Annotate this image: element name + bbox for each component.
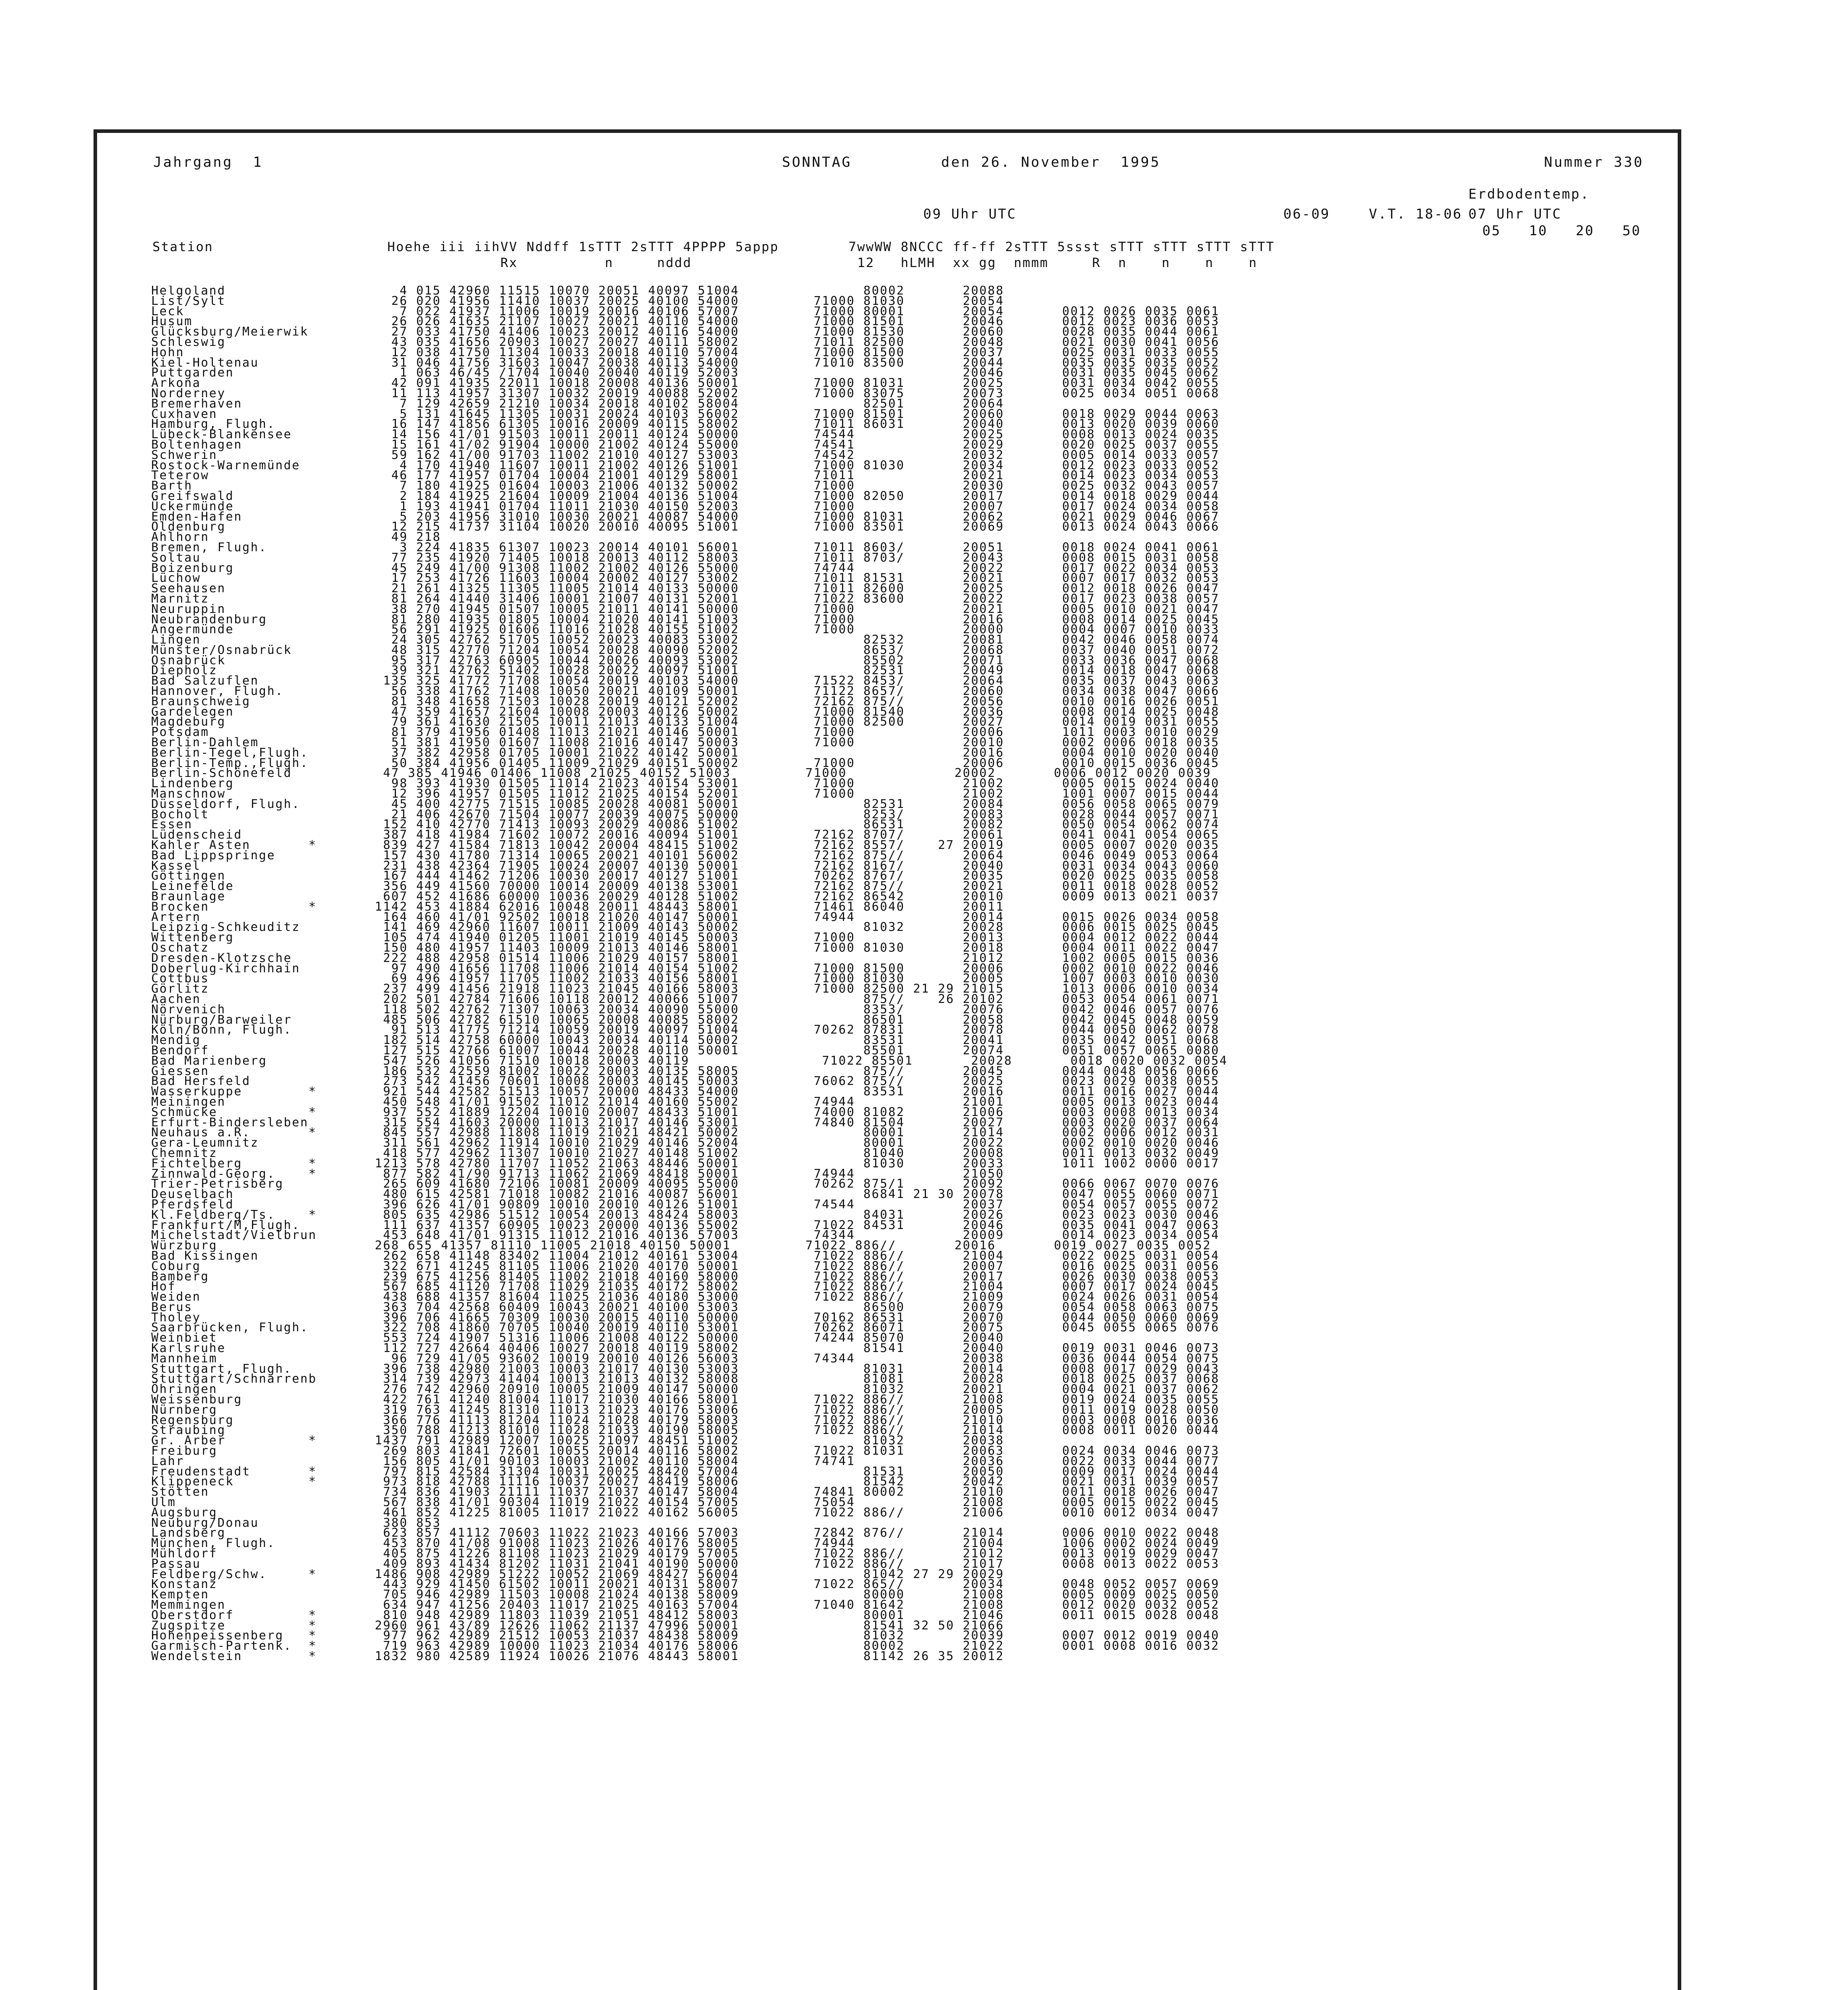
station-row: Hof 567 685 41120 71708 11029 21035 40172 58002 71022 886// 21004 0007 0017 0024 0045: [151, 1280, 1220, 1294]
station-row: Greifswald 2 184 41925 21604 10009 21004 40136 51004 71000 82050 20017 0014 0018 0029 0044: [151, 489, 1220, 503]
station-row: Weissenburg 422 761 41240 81004 11017 21030 40166 58001 71022 886// 21008 0019 0024 0035 0055: [151, 1393, 1220, 1407]
station-row: Hohn 12 038 41750 11304 10033 20018 40110 57004 71000 81500 20037 0025 0031 0033 0055: [151, 345, 1220, 359]
station-row: Helgoland 4 015 42960 11515 10070 20051 40097 51004 80002 20088: [151, 286, 1004, 298]
station-row: Cuxhaven 5 131 41645 11305 10031 20024 40103 56002 71000 81501 20060 0018 0029 0044 0063: [151, 407, 1220, 421]
station-row: Teterow 46 177 41957 01704 10004 21001 40129 58001 71011 20021 0014 0023 0034 0053: [151, 468, 1220, 483]
station-row: Bremen, Flugh. 3 224 41835 61307 10023 20014 40101 56001 71011 8603/ 20051 0018 0024 0041 0061: [151, 540, 1220, 554]
station-row: List/Sylt 26 020 41956 11410 10037 20025 40100 54000 71000 81030 20054: [151, 294, 1004, 308]
station-row: Feldberg/Schw. * 1486 908 42989 51222 10052 21069 48427 56004 81042 27 29 20029: [151, 1567, 1004, 1581]
station-row: Mendig 182 514 42758 60000 10043 20034 40114 50002 83531 20041 0035 0042 0051 0068: [151, 1033, 1220, 1048]
station-row: Essen 152 410 42770 71413 10093 20029 40086 51002 86531 20082 0050 0054 0062 0074: [151, 817, 1220, 832]
station-row: Konstanz 443 929 41450 61502 10011 20021 40131 58007 71022 865// 20034 0048 0052 0057 0069: [151, 1577, 1220, 1592]
station-row: Arkona 42 091 41935 22011 10018 20008 40136 50001 71000 81031 20025 0031 0034 0042 0055: [151, 376, 1220, 390]
station-row: Wittenberg 105 474 41940 01205 11001 21019 40145 50003 71000 20013 0004 0012 0022 0044: [151, 931, 1220, 945]
station-row: Hannover, Flugh. 56 338 41762 71408 10050 20021 40109 50001 71122 8657/ 20060 0034 0038 0047 0066: [151, 684, 1220, 698]
station-row: Oschatz 150 480 41957 11403 10009 21013 40146 58001 71000 81030 20018 0004 0011 0022 0047: [151, 941, 1220, 955]
station-row: Garmisch-Partenk. * 719 963 42989 10000 11023 21034 40176 58006 80002 21022 0001 0008 0016 0032: [151, 1639, 1220, 1653]
station-row: Boltenhagen 15 161 41/02 91904 10000 21002 40124 55000 74541 20029 0020 0025 0037 0055: [151, 437, 1220, 452]
station-row: Freiburg 269 803 41841 72601 10055 20014 40116 58002 71022 81031 20063 0024 0034 0046 0073: [151, 1444, 1220, 1458]
observation-time-09: 09 Uhr UTC: [923, 206, 1017, 222]
station-row: Wasserkuppe * 921 544 42582 51513 10057 20000 48433 54000 83531 20016 0011 0016 0027 0044: [151, 1085, 1220, 1099]
station-row: Würzburg 268 655 41357 81110 11005 21018 40150 50001 71022 886// 20016 0019 0027 0035 0052: [151, 1239, 1211, 1253]
period-06-09: 06-09: [1283, 206, 1330, 222]
station-row: Schleswig 43 035 41656 20903 10027 20027 40111 58002 71011 82500 20048 0021 0030 0041 0056: [151, 335, 1220, 349]
station-row: Potsdam 81 379 41956 01408 11013 21021 40146 50001 71000 20006 1011 0003 0010 0029: [151, 725, 1220, 739]
station-row: Görlitz 237 499 41456 21918 11023 21045 40166 58003 71000 82500 21 29 21015 1013 0006 0010 0034: [151, 982, 1220, 996]
station-row: Emden-Hafen 5 203 41956 31010 10030 20021 40087 54000 71000 81031 20062 0021 0029 0046 0067: [151, 509, 1220, 524]
station-row: Zinnwald-Georg. * 877 582 41/90 91713 11062 21069 48418 50001 74944 21050: [151, 1167, 1004, 1181]
station-row: Artern 164 460 41/01 92502 10018 21020 40147 50001 74944 20014 0015 0026 0034 0058: [151, 910, 1220, 924]
station-row: Giessen 186 532 42559 81002 10022 20003 40135 58005 875// 20045 0044 0048 0056 0066: [151, 1064, 1220, 1078]
station-row: Kassel 231 438 42364 71905 10024 20007 40130 50001 72162 8167/ 20040 0031 0034 0043 0060: [151, 858, 1220, 873]
station-row: Rostock-Warnemünde 4 170 41940 11607 10011 21002 40126 51001 71000 81030 20034 0012 0023 0033 0052: [151, 458, 1220, 472]
station-row: Bad Lippspringe 157 430 41780 71314 10065 20021 40101 56002 72162 875// 20064 0046 0049 0053 0064: [151, 848, 1220, 862]
station-row: Tholey 396 706 41665 70309 10030 20015 40110 50000 70162 86531 20070 0044 0050 0060 0069: [151, 1310, 1220, 1325]
station-row: Leinefelde 356 449 41560 70000 10014 20009 40138 53001 72162 875// 20021 0011 0018 0028 0052: [151, 879, 1220, 894]
station-row: München, Flugh. 453 870 41/08 91008 11023 21026 40176 58005 74944 21004 1006 0002 0024 0049: [151, 1536, 1220, 1551]
station-row: Leck 7 022 41937 11006 10019 20016 40106 57007 71000 80001 20054 0012 0026 0035 0061: [151, 304, 1220, 318]
station-row: Kahler Asten * 839 427 41584 71813 10042 20004 48415 51002 72162 8557/ 27 20019 0005 0007 0020 0035: [151, 838, 1220, 853]
station-row: Coburg 322 671 41245 81105 11006 21020 40170 50001 71022 886// 20007 0016 0025 0031 0056: [151, 1259, 1220, 1273]
soil-depths: 05 10 20 50: [1482, 223, 1641, 239]
station-row: Frankfurt/M,Flugh. 111 637 41357 60905 10023 20000 40136 55002 71022 84531 20046 0035 0041 0047 0063: [151, 1218, 1220, 1232]
station-row: Norderney 11 113 41957 31307 10032 20019 40088 52002 71000 83075 20073 0025 0034 0051 0068: [151, 386, 1220, 400]
station-row: Göttingen 167 444 41462 71206 10030 20017 40127 51001 70262 8767/ 20035 0020 0025 0035 0058: [151, 869, 1220, 883]
station-row: Puttgarden 1 063 46/45 /1704 10040 20040 40119 52003 20046 0031 0035 0045 0062: [151, 366, 1220, 380]
station-table: [151, 286, 1671, 1990]
station-row: Oberstdorf * 810 948 42989 11803 11039 21051 48412 58003 80001 21046 0011 0015 0028 0048: [151, 1608, 1220, 1622]
station-row: Nörvenich 118 502 42762 71307 10063 20034 40090 55000 8353/ 20076 0042 0046 0057 0076: [151, 1002, 1220, 1016]
station-row: Öhringen 276 742 42960 20910 10005 21009 40147 50000 81032 20021 0004 0021 0037 0062: [151, 1382, 1220, 1397]
station-row: Schmücke * 937 552 41889 12204 10010 20007 48433 51001 74000 81082 21006 0003 0008 0013 0034: [151, 1105, 1220, 1119]
station-row: Angermünde 56 291 41925 01606 11016 21028 40155 51002 71000 20000 0004 0007 0010 0033: [151, 622, 1220, 637]
station-row: Doberlug-Kirchhain 97 490 41656 11708 11006 21014 40154 51002 71000 81500 20006 0002 0010 0022 0046: [151, 961, 1220, 975]
station-row: Regensburg 366 776 41113 81204 11024 21028 40179 58003 71022 886// 21010 0003 0008 0016 0036: [151, 1413, 1220, 1427]
station-row: Michelstadt/Vielbrun 453 648 41/01 91315 11012 21016 40136 57003 74344 20009 0014 0023 0034 0054: [151, 1228, 1220, 1243]
station-row: Diepholz 39 321 42762 51402 10028 20022 40097 51001 82531 20049 0014 0018 0047 0068: [151, 663, 1220, 678]
station-row: Stuttgart/Schnarrenb 314 739 42973 41404 10013 21013 40132 58008 81081 20028 0018 0025 0037 0068: [151, 1372, 1220, 1386]
station-row: Ückermünde 1 193 41941 01704 11011 21030 40150 52003 71000 20007 0017 0024 0034 0058: [151, 499, 1220, 513]
station-row: Bad Salzuflen 135 325 41772 71708 10054 20019 40103 54000 71522 8453/ 20064 0035 0037 0043 0063: [151, 674, 1220, 688]
station-row: Osnabrück 95 317 42763 60905 10044 20026 40093 53002 85502 20071 0033 0036 0047 0068: [151, 653, 1220, 667]
station-row: Lüdenscheid 387 418 41984 71602 10072 20016 40094 51001 72162 8707/ 20061 0041 0041 0054 0065: [151, 828, 1220, 842]
issue-number: Nummer 330: [1544, 154, 1644, 170]
station-row: Barth 7 180 41925 01604 10003 21006 40132 50002 71000 20030 0025 0032 0043 0057: [151, 479, 1220, 493]
station-row: Pferdsfeld 396 626 41/01 90809 10010 20010 40126 51001 74544 20037 0054 0057 0055 0072: [151, 1197, 1220, 1212]
station-row: Lahr 156 805 41/01 90103 10003 21002 40110 58004 74741 20036 0022 0033 0044 0077: [151, 1454, 1220, 1468]
soil-temperature-heading: Erdbodentemp.: [1468, 186, 1590, 202]
station-row: Berlin-Tegel,Flugh. 37 382 42958 01705 10001 21022 40142 50001 20016 0004 0010 0020 0040: [151, 745, 1220, 760]
station-row: Bad Hersfeld 273 542 41456 70601 10008 20003 40145 50003 76062 875// 20025 0023 0029 0038 0055: [151, 1074, 1220, 1089]
station-row: Landsberg 623 857 41112 70603 11022 21023 40166 57003 72842 876// 21014 0006 0010 0022 0048: [151, 1526, 1220, 1540]
station-row: Hamburg, Flugh. 16 147 41856 61305 10016 20009 40115 58002 71011 86031 20040 0013 0020 0039 0060: [151, 417, 1220, 431]
station-row: Bamberg 239 675 41256 81405 11002 21018 40160 58000 71022 886// 20017 0026 0030 0038 0053: [151, 1269, 1220, 1284]
station-row: Nürburg/Barweiler 485 506 42782 61510 10065 20008 40085 58002 86501 20058 0042 0045 0048 0059: [151, 1013, 1220, 1027]
station-row: Lübeck-Blankensee 14 156 41/01 91503 10011 20011 40124 50000 74544 20025 0008 0013 0024 0035: [151, 427, 1220, 442]
station-row: Magdeburg 79 361 41630 21505 10011 21013 40133 51004 71000 82500 20027 0014 0019 0031 0055: [151, 715, 1220, 729]
station-row: Lindenberg 98 393 41930 01505 11014 21023 40154 53001 71000 21002 0005 0015 0024 0040: [151, 776, 1220, 791]
station-row: Chemnitz 418 577 42962 11307 10010 21027 40148 51002 81040 20008 0011 0013 0032 0049: [151, 1146, 1220, 1160]
station-row: Meiningen 450 548 41/01 91502 11012 21014 40160 55002 74944 21001 0005 0013 0023 0044: [151, 1094, 1220, 1109]
station-row: Wendelstein * 1832 980 42589 11924 10026 21076 48443 58001 81142 26 35 20012: [151, 1649, 1004, 1663]
station-row: Karlsruhe 112 727 42664 40406 10027 20018 40119 58002 81541 20040 0019 0031 0046 0073: [151, 1341, 1220, 1356]
observation-time-07: 07 Uhr UTC: [1468, 206, 1562, 222]
station-row: Boizenburg 45 249 41/00 91308 11002 21002 40126 55000 74744 20022 0017 0022 0034 0053: [151, 561, 1220, 575]
station-row: Lingen 24 305 42762 51705 10052 20023 40083 53002 82532 20081 0042 0046 0058 0074: [151, 633, 1220, 647]
station-row: Bremerhaven 7 129 42659 21210 10034 20018 40102 58004 82501 20064: [151, 396, 1004, 411]
station-row: Münster/Osnabrück 48 315 42770 71204 10054 20028 40090 52002 8653/ 20068 0037 0040 0051 0072: [151, 643, 1220, 657]
station-row: Bad Kissingen 262 658 41148 83402 11004 21012 40161 53004 71022 886// 21004 0022 0025 0031 0054: [151, 1249, 1220, 1263]
station-row: Berus 363 704 42568 60409 10043 20021 40100 53003 86500 20079 0054 0058 0063 0075: [151, 1300, 1220, 1314]
station-row: Husum 26 026 41635 21107 10027 20021 40110 54000 71000 81501 20046 0012 0023 0036 0053: [151, 314, 1220, 329]
station-row: Stuttgart, Flugh. 396 738 42980 21003 10003 21017 40130 53003 81031 20014 0008 0017 0029 0043: [151, 1362, 1220, 1376]
station-row: Neuburg/Donau 380 853: [151, 1516, 441, 1530]
station-row: Mühldorf 405 875 41226 81108 11023 21029 40179 57005 71022 886// 21012 0013 0019 0029 0047: [151, 1547, 1220, 1561]
station-row: Düsseldorf, Flugh. 45 400 42775 71515 10085 20028 40081 50001 82531 20084 0056 0058 0065 0079: [151, 797, 1220, 811]
station-row: Berlin-Dahlem 51 381 41950 01607 11008 21016 40147 50003 71000 20010 0002 0006 0018 0035: [151, 736, 1220, 750]
station-row: Dresden-Klotzsche 222 488 42958 01514 11006 21029 40157 58001 21012 1002 0005 0015 0036: [151, 951, 1220, 965]
station-row: Lüchow 17 253 41726 11603 10004 20002 40127 53002 71011 81531 20021 0007 0017 0032 0053: [151, 571, 1220, 585]
station-row: Passau 409 893 41434 81202 11031 21041 40190 50000 71022 886// 21017 0008 0013 0022 0053: [151, 1557, 1220, 1571]
column-header-row-1: Station Hoehe iii iihVV Nddff 1sTTT 2sTTT 4PPPP 5appp 7wwWW 8NCCC ff-ff 2sTTT 5ssst sTTT sTTT sTTT sTTT: [152, 239, 1275, 254]
station-row: Ahlhorn 49 218: [151, 530, 441, 544]
station-row: Neuhaus a.R. * 845 557 42988 11808 11019 21021 48421 50002 80001 21014 0002 0006 0012 0031: [151, 1126, 1220, 1140]
station-row: Gr. Arber * 1437 791 42989 12007 10025 21097 48451 51002 81032 20038: [151, 1434, 1004, 1448]
jahrgang-label: Jahrgang 1: [153, 154, 263, 170]
station-row: Manschnow 12 396 41957 01505 11012 21025 40154 52001 71000 21002 1001 0007 0015 0044: [151, 787, 1220, 801]
station-row: Köln/Bonn, Flugh. 91 513 41775 71214 10059 20019 40097 51004 70262 87831 20078 0044 0050 0062 0078: [151, 1023, 1220, 1037]
station-row: Fichtelberg * 1213 578 42780 11707 11052 21063 48446 50001 81030 20033 1011 1002 0000 0017: [151, 1156, 1220, 1171]
station-row: Stötten 734 836 41903 21111 11037 21037 40147 58004 74841 80002 21010 0011 0018 0026 0047: [151, 1485, 1220, 1499]
station-row: Gardelegen 47 359 41657 21604 10008 20003 40126 50002 71000 81540 20036 0008 0014 0025 0048: [151, 704, 1220, 719]
station-row: Leipzig-Schkeuditz 141 469 42960 11607 10011 21009 40143 50002 81032 20028 0006 0015 0025 0045: [151, 920, 1220, 935]
station-row: Erfurt-Bindersleben 315 554 41603 20000 11013 21017 40146 53001 74840 81504 20027 0003 0020 0037 0064: [151, 1115, 1220, 1130]
station-row: Zugspitze * 2960 961 43/89 12626 11062 21137 47996 50001 81541 32 50 21066: [151, 1618, 1004, 1633]
station-row: Glücksburg/Meierwik 27 033 41750 41406 10023 20012 40116 54000 71000 81530 20060 0028 0035 0044 0061: [151, 325, 1220, 339]
station-row: Trier-Petrisberg 265 609 41680 72106 10081 20009 40095 55000 70262 875/1 20092 0066 0067 0070 0076: [151, 1177, 1220, 1191]
station-row: Klippeneck * 973 818 42788 11116 10037 20027 48419 58006 81542 20042 0021 0031 0039 0057: [151, 1475, 1220, 1489]
station-row: Freudenstadt * 797 815 42584 31304 10031 20025 48420 57004 81531 20050 0009 0017 0024 0044: [151, 1464, 1220, 1479]
station-row: Augsburg 461 852 41225 81005 11017 21022 40162 56005 71022 886// 21006 0010 0012 0034 0047: [151, 1505, 1220, 1520]
station-row: Weiden 438 688 41357 81604 11025 21036 40180 53000 71022 886// 21009 0024 0026 0031 0054: [151, 1290, 1220, 1304]
station-row: Berlin-Temp.,Flugh. 50 384 41956 01405 11009 21029 40151 50002 71000 20006 0010 0015 0036 0045: [151, 756, 1220, 770]
station-row: Saarbrücken, Flugh. 322 708 41860 70705 10040 20019 40110 53001 70262 86071 20075 0045 0055 0065 0076: [151, 1321, 1220, 1335]
station-row: Schwerin 59 162 41/00 91703 11002 21010 40127 53003 74542 20032 0005 0014 0033 0057: [151, 448, 1220, 462]
period-vt-18-06: V.T. 18-06: [1369, 206, 1462, 222]
station-row: Kl.Feldberg/Ts. * 805 635 42986 51512 10054 20013 48424 58003 84031 20026 0023 0023 0030 0046: [151, 1208, 1220, 1222]
station-row: Ulm 567 838 41/01 90304 11019 21022 40154 57005 75054 21008 0005 0015 0022 0045: [151, 1495, 1220, 1510]
column-header-row-2: Rx n nddd 12 hLMH xx gg nmmm R n n n n: [152, 255, 1257, 270]
station-row: Mannheim 96 729 41/05 93602 10019 20010 40126 56003 74344 20038 0036 0044 0054 0075: [151, 1351, 1220, 1366]
station-row: Braunlage 607 452 41686 60000 10036 20029 40128 51002 72162 86542 20010 0009 0013 0021 0037: [151, 890, 1220, 904]
station-row: Deuselbach 480 615 42581 71018 10082 21016 40087 56001 86841 21 30 20078 0047 0055 0060 0071: [151, 1187, 1220, 1202]
station-row: Hohenpeissenberg * 977 962 42989 21512 10053 21037 48438 58009 81032 20039 0007 0012 0019 0040: [151, 1629, 1220, 1643]
station-row: Neuruppin 38 270 41945 01507 10005 21011 40141 50000 71000 20021 0005 0010 0021 0047: [151, 602, 1220, 616]
station-row: Bad Marienberg 547 526 41056 71510 10018 20003 40119 71022 85501 20028 0018 0020 0032 0054: [151, 1054, 1228, 1068]
station-row: Cottbus 69 496 41957 11705 11002 21033 40156 58001 71000 81030 20005 1007 0003 0010 0030: [151, 972, 1220, 986]
date-label: den 26. November 1995: [941, 154, 1161, 170]
station-row: Oldenburg 12 215 41737 31104 10020 20010 40095 51001 71000 83501 20069 0013 0024 0043 0066: [151, 520, 1220, 534]
station-row: Marnitz 81 264 41440 31406 10001 21007 40131 52001 71022 83600 20022 0017 0023 0038 0057: [151, 591, 1220, 606]
station-row: Memmingen 634 947 41256 20403 11017 21025 40163 57004 71040 81642 21008 0012 0020 0032 0052: [151, 1598, 1220, 1612]
station-row: Nürnberg 319 763 41245 81310 11013 21023 40176 53006 71022 886// 20005 0011 0019 0028 0050: [151, 1403, 1220, 1417]
station-row: Weinbiet 553 724 41907 51316 11006 21008 40122 50000 74244 85070 20040: [151, 1331, 1004, 1345]
station-row: Soltau 77 235 41920 71405 10018 20013 40112 58003 71011 8703/ 20043 0008 0015 0031 0058: [151, 550, 1220, 565]
station-row: Seehausen 21 261 41325 11305 11005 21014 40133 50000 71011 82600 20025 0012 0018 0026 0047: [151, 581, 1220, 596]
station-row: Brocken * 1142 453 41884 62016 10048 20011 48443 58001 71461 86040 20011: [151, 899, 1004, 914]
station-row: Bocholt 21 406 42670 71504 10077 20039 40075 50000 8253/ 20083 0028 0044 0057 0071: [151, 807, 1220, 821]
station-row: Straubing 350 788 41213 81010 11028 21033 40190 58005 71022 886// 21014 0008 0011 0020 0044: [151, 1423, 1220, 1438]
station-row: Berlin-Schönefeld 47 385 41946 01406 11008 21025 40152 51003 71000 20002 0006 0012 0020 0039: [151, 766, 1211, 780]
station-row: Aachen 202 501 42784 71606 10118 20012 40066 51007 875// 26 20102 0053 0054 0061 0071: [151, 992, 1220, 1006]
station-row: Kempten 705 946 42989 11503 10008 21024 40138 58009 80000 21008 0005 0009 0025 0050: [151, 1588, 1220, 1602]
weekday-label: SONNTAG: [782, 154, 852, 170]
station-row: Neubrandenburg 81 280 41935 01805 10004 21020 40141 51003 71000 20016 0008 0014 0025 0045: [151, 612, 1220, 626]
station-row: Gera-Leumnitz 311 561 42962 11914 10010 21029 40146 52004 80001 20022 0002 0010 0020 0046: [151, 1136, 1220, 1150]
station-row: Braunschweig 81 348 41658 71503 10028 20019 40121 52002 72162 875// 20056 0010 0016 0026 0051: [151, 694, 1220, 708]
station-row: Bendorf 127 515 42766 61007 10044 20028 40110 50001 85501 20074 0051 0057 0065 0080: [151, 1043, 1220, 1057]
station-row: Kiel-Holtenau 31 046 41756 31603 10047 20038 40113 54000 71010 83500 20044 0035 0035 0035 0052: [151, 355, 1220, 370]
